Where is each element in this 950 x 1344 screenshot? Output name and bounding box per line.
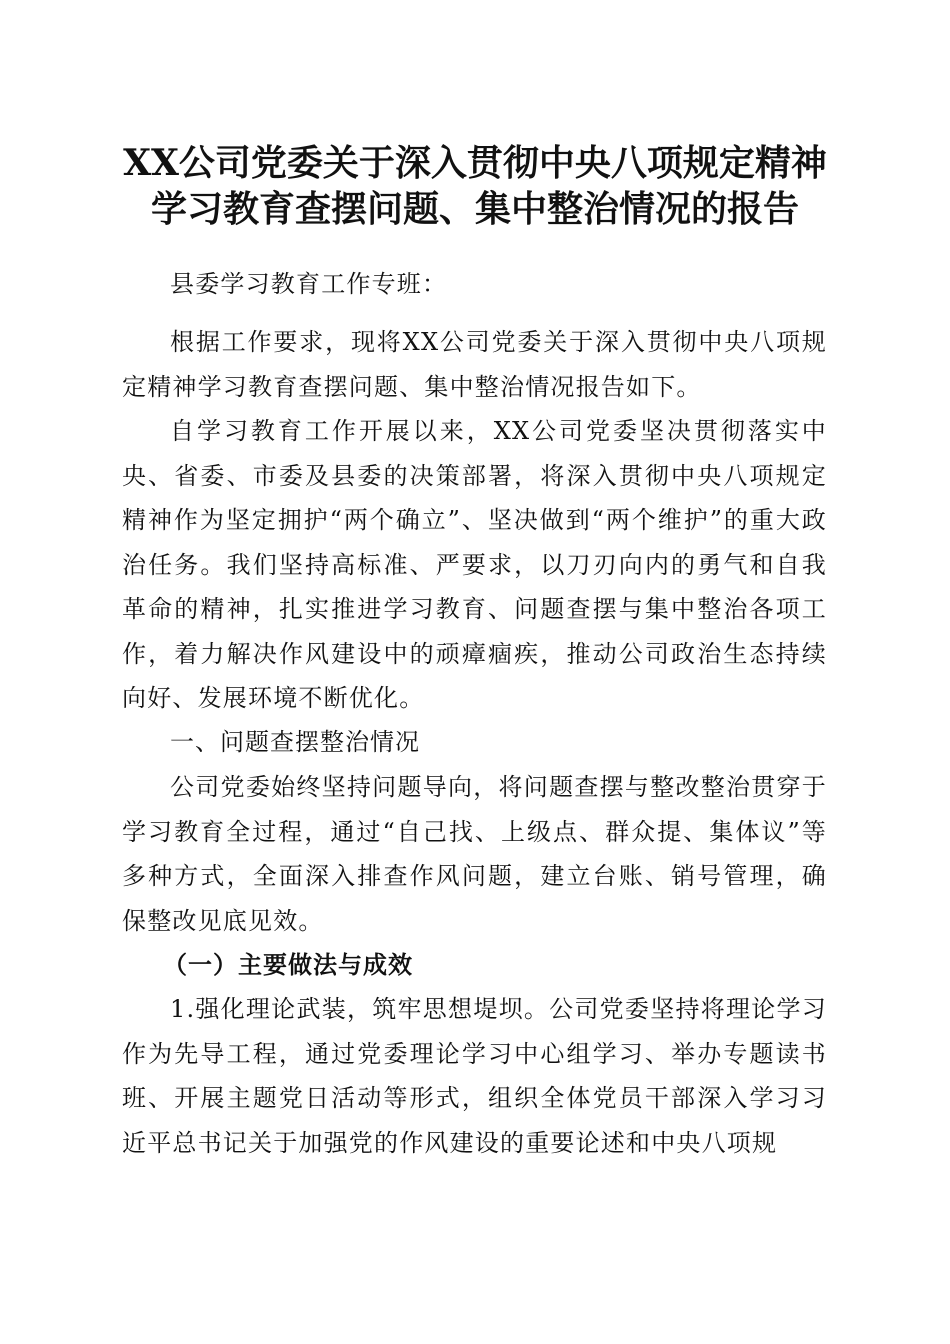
paragraph-problem-overview: 公司党委始终坚持问题导向，将问题查摆与整改整治贯穿于学习教育全过程，通过“自己找、上级点、群众提、集体议”等多种方式，全面深入排查作风问题，建立台账、销号管理，确保整改见底见效。 [122, 773, 827, 935]
salutation: 县委学习教育工作专班： [170, 270, 448, 298]
paragraph-background: 自学习教育工作开展以来，XX公司党委坚决贯彻落实中央、省委、市委及县委的决策部署，将深入贯彻中央八项规定精神作为坚定拥护“两个确立”、坚决做到“两个维护”的重大政治任务。我们坚持高标准、严要求，以刀刃向内的勇气和自我革命的精神，扎实推进学习教育、问题查摆与集中整治各项工作，着力解决作风建设中的顽瘴痼疾，推动公司政治生态持续向好、发展环境不断优化。 [122, 417, 827, 712]
paragraph-item-1: 1.强化理论武装，筑牢思想堤坝。公司党委坚持将理论学习作为先导工程，通过党委理论学习中心组学习、举办专题读书班、开展主题党日活动等形式，组织全体党员干部深入学习习近平总书记关于加强党的作风建设的重要论述和中央八项规 [122, 995, 827, 1157]
section-heading-1: 一、问题查摆整治情况 [170, 728, 420, 756]
subsection-heading-1: （一）主要做法与成效 [163, 950, 413, 979]
document-title-line-2: 学习教育查摆问题、集中整治情况的报告 [150, 188, 799, 230]
document-title-line-1: XX公司党委关于深入贯彻中央八项规定精神 [123, 142, 827, 184]
paragraph-intro: 根据工作要求，现将XX公司党委关于深入贯彻中央八项规定精神学习教育查摆问题、集中整治情况报告如下。 [122, 328, 827, 401]
